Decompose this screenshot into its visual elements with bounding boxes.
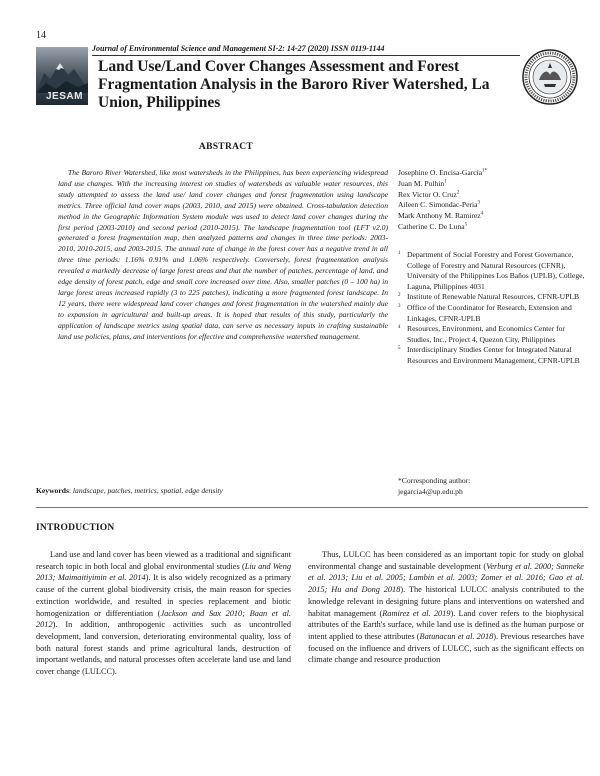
mountain-landscape-icon	[36, 59, 88, 93]
affiliation-list	[398, 250, 588, 367]
page-number: 14	[36, 30, 46, 41]
abstract-heading: ABSTRACT	[198, 142, 254, 152]
citation: Jackson and Sax 2010; Baan et al. 2012	[36, 608, 291, 630]
affiliation-item: 5 Interdisciplinary Studies Center for Integrated Natural Resources and Environment Management, CFNR-UPLB	[398, 345, 580, 365]
author-name: Aileen C. Simondac-Peria$^3$	[398, 200, 481, 210]
corresponding-email[interactable]: jegarcia4@up.edu.ph	[398, 486, 463, 496]
keywords: Keywords: landscape, patches, metrics, spatial, edge density	[36, 486, 223, 495]
article-title: Land Use/Land Cover Changes Assessment and Forest Fragmentation Analysis in the Baroro River Watershed, La Union, Philippines	[98, 58, 490, 111]
corresponding-author	[398, 476, 588, 497]
journal-citation: Journal of Environmental Science and Management SI-2: 14-27 (2020) ISSN 0119-1144	[92, 44, 385, 53]
author-name: Mark Anthony M. Ramirez$^4$	[398, 211, 484, 221]
citation: Liu and Weng 2013; Maimaitiyimin et al. 2014	[36, 561, 292, 583]
affiliation-item: 1 Department of Social Forestry and Forest Governance, College of Forestry and Natural Resources (CFNR), University of the Philippines Los Baños (UPLB), College, Laguna, Philippines 4031	[398, 250, 585, 291]
affiliation-item: 2 Institute of Renewable Natural Resources, CFNR-UPLB	[398, 292, 580, 302]
author-name: Juan M. Pulhin$^1$	[398, 178, 447, 188]
author-name: Rex Victor O. Cruz$^2$	[398, 189, 460, 199]
introduction-heading: INTRODUCTION	[36, 523, 115, 533]
author-list	[398, 168, 588, 233]
author-name: Josephine O. Encisa-Garcia$^{1*}$	[398, 168, 488, 177]
affiliation-item: 3 Office of the Coordinator for Research, Extension and Linkages, CFNR-UPLB	[398, 302, 572, 323]
citation: Verburg et al. 2000; Sanneke et al. 2013; Liu et al. 2005; Lambin et al. 2003; Zomer et al. 2016; Gao et al. 2015; Hu and Dong 2018	[308, 561, 584, 595]
author-name: Catherine C. De Luna$^5$	[398, 221, 468, 231]
introduction-paragraph-left: Land use and land cover has been viewed as a traditional and significant research topic in both local and global environmental studies (Liu and Weng 2013; Maimaitiyimin et al. 2014). It is also widely recognized as a primary cause of the current global biodiversity crisis, the main reason for species extinction worldwide, and resulted in species replacement and biotic homogenization or differentiation (Jackson and Sax 2010; Baan et al. 2012). In addition, anthropogenic activities such as uncontrolled development, land conversion, deteriorating environmental quality, loss of both natural forest stands and prime agricultural lands, destruction of important wetlands, and natural processes often accelerate land use and land cover change (LULCC).	[36, 550, 292, 677]
citation: Ramirez et al. 2019	[382, 608, 451, 618]
title-divider	[92, 55, 520, 56]
section-divider	[36, 507, 588, 508]
university-seal-icon	[522, 49, 578, 105]
keywords-label: Keywords	[36, 486, 69, 495]
introduction-paragraph-right: Thus, LULCC has been considered as an important topic for study on global environmental change and sustainable development (Verburg et al. 2000; Sanneke et al. 2013; Liu et al. 2005; Lambin et al. 2003; Zomer et al. 2016; Gao et al. 2015; Hu and Dong 2018). The historical LULCC analysis contributed to the knowledge relevant in designing future plans and interventions on watershed and habitat management (Ramirez et al. 2019). Land cover refers to the biophysical attributes of the Earth's surface, while land use is defined as the human purpose or intent applied to these attributes (Batunacun et al. 2018). Previous researches have focused on the influence and drivers of LULCC, such as the significant effects on climate change and resource production	[308, 550, 585, 665]
jesam-logo	[36, 47, 88, 105]
affiliation-item: 4 Resources, Environment, and Economics Center for Studies, Inc., Project 4, Quezon City, Philippines	[398, 324, 565, 344]
citation: Batunacun et al. 2018	[419, 631, 494, 641]
corresponding-label: *Corresponding author:	[398, 476, 471, 485]
jesam-logo-text: JESAM	[46, 91, 83, 102]
keywords-text: landscape, patches, metrics, spatial, edge density	[72, 486, 223, 495]
abstract-text: The Baroro River Watershed, like most watersheds in the Philippines, has been experiencing widespread land use changes. With the increasing interest on studies of watersheds as valuable water resources, this study attempted to assess the land use/ land cover changes and forest fragmentation using landscape metrics. Three official land cover maps (2003, 2010, and 2015) were obtained. Cross-tabulation detection method in the Geographic Information System module was used to detect land cover changes during the first period (2003-2010) and second period (2010-2015). The landscape fragmentation tool (LFT v2.0) generated a forest fragmentation map, then analyzed patterns and changes in three time periods: 2003-2010, 2010-2015, and 2003-2015. The annual rate of change in the forest cover has a negative trend in all three time periods: 1.16% 0.91% and 1.06% respectively. Conversely, forest fragmentation analysis revealed a markedly decrease of large forest areas and that the number of patches, percentage of land, and edge density of forest patch, edge and small core increased over time. Also, smaller patches (0 – 100 ha) in large forest areas increased rapidly (3 to 225 patches), indicating a more fragmented forest landscape. In 12 years, there were widespread land cover changes and forest fragmentation in the watershed mainly due to expansion in agricultural and built-up areas. It is hoped that results of this study, particularly the application of landscape metrics using spatial data, can serve as necessary inputs in crafting sustainable land use policies, plans, and interventions for effective and comprehensive watershed management.	[58, 168, 388, 341]
